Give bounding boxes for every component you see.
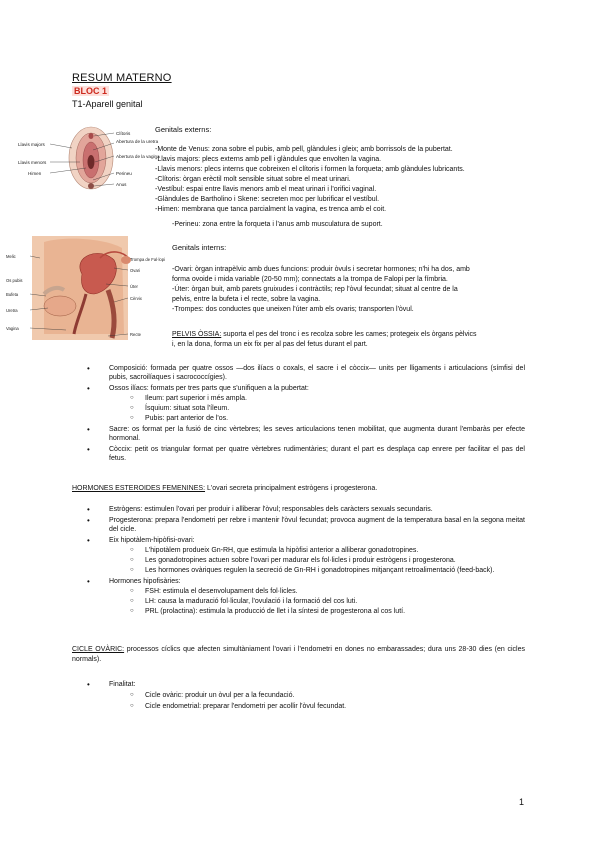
fig1-label: Himen [28,171,42,176]
fig2-label: Úter [130,284,138,289]
sub-bullet-item: ○ Ísquium: situat sota l'íleum. [145,404,525,413]
pelvis-line-2: i, en la dona, forma un eix fix per al pas del fetus durant el part. [172,341,368,348]
perineu-line: -Perineu: zona entre la forqueta i l'anus amb musculatura de suport. [172,221,383,228]
fig2-label: Vagina [6,326,19,331]
uter-line-2: pelvis, entre la bufeta i el recte, sobre la vagina. [172,296,321,303]
bullet-text: Eix hipotàlem-hipòfisi-ovari: [109,537,195,544]
ovari-line-1: -Ovari: òrgan intrapèlvic amb dues funcions: produir òvuls i secretar hormones; n'hi ha dos, amb [172,266,470,273]
bullet-item [109,516,525,534]
fig2-label: Os pubis [6,278,23,283]
fig2-label: Cèrvix [130,296,142,301]
sub-bullet-item: ○ FSH: estimula el desenvolupament dels fol·licles. [145,587,525,596]
external-genitals-heading: Genitals externs: [155,125,212,134]
uter-line-1: -Úter: òrgan buit, amb parets gruixudes i contràctils; rep l'òvul fecundat; situat al centre de la [172,286,458,293]
sub-bullet-item: ○ Cicle ovàric: produir un òvul per a la fecundació. [145,691,525,700]
sub-bullet-item: ○ Les hormones ovàriques regulen la secreció de Gn-RH i gonadotropines mitjançant retroalimentació (feed-back). [145,566,525,575]
bullet-item [109,536,525,545]
pelvis-paragraph [172,330,477,349]
bullet-text: Hormones hipofisàries: [109,578,181,585]
section-subtitle: T1-Aparell genital [72,99,143,109]
external-genitals-list [155,145,465,214]
sub-bullet-item: ○ LH: causa la maduració fol·licular, l'ovulació i la formació del cos luti. [145,597,525,606]
hormones-list [109,505,525,616]
bullet-item [109,364,525,382]
external-line: -Himen: membrana que tanca parcialment la vagina, es trenca amb el coit. [155,206,387,213]
hormones-intro: L'ovari secreta principalment estrògens i progesterona. [205,485,378,492]
fig2-label: Ovari [130,268,141,273]
internal-genitals-list [172,265,470,314]
bullet-text: Progesterona: prepara l'endometri per rebre i mantenir l'òvul fecundat; provoca augment de la temperatura basal en la segona meitat del cicle. [109,517,525,533]
external-line: -Clítoris: òrgan erèctil molt sensible situat sobre el meat urinari. [155,176,351,183]
external-line: -Glàndules de Bartholino i Skene: secreten moc per lubrificar el vestíbul. [155,196,380,203]
internal-organs-drawing [4,234,165,342]
page-number: 1 [518,797,524,807]
external-line: -Llavis menors: plecs interns que cobreixen el clítoris i formen la forqueta; amb glàndules lubricants. [155,166,465,173]
bullet-item [109,384,525,393]
internal-genitals-heading: Genitals interns: [172,243,227,252]
external-genitalia-drawing [16,122,160,194]
sub-bullet-item: ○ Ileum: part superior i més ampla. [145,394,525,403]
bullet-item [109,445,525,463]
trompes-line: -Trompes: dos conductes que uneixen l'úter amb els ovaris; transporten l'òvul. [172,306,414,313]
bullet-text: Estrògens: estimulen l'ovari per produir i alliberar l'òvul; responsables dels caràcters sexuals secundaris. [109,506,433,513]
pelvis-line-1: suporta el pes del tronc i es recolza sobre les cames; protegeix els òrgans pèlvics [221,331,477,338]
pelvis-term: PELVIS ÒSSIA: [172,331,222,338]
fig1-label: Llavis menors [18,160,47,165]
cicle-list [109,680,525,711]
sub-bullet-item: ○ Cicle endometrial: preparar l'endometri per acollir l'òvul fecundat. [145,702,525,711]
fig2-label: Uretra [6,308,18,313]
fig2-label: Melic [6,254,16,259]
cicle-term: CICLE OVÀRIC: [72,646,125,653]
hormones-term: HORMONES ESTEROIDES FEMENINES: [72,485,206,492]
sub-bullet-item: ○ L'hipotàlem produeix Gn-RH, que estimula la hipòfisi anterior a alliberar gonadotropines. [145,546,525,555]
external-line: -Vestíbul: espai entre llavis menors amb el meat urinari i l'orifici vaginal. [155,186,377,193]
bullet-item [109,577,525,586]
sub-bullet-item: ○ Les gonadotropines actuen sobre l'ovari per madurar els fol·licles i produir estrògens i progesterona. [145,556,525,565]
hormones-paragraph [72,484,525,493]
fig1-label: Clítoris [116,131,131,136]
external-genitalia-figure [16,122,160,194]
bullet-text: Finalitat: [109,681,136,688]
sub-bullet-item: ○ PRL (prolactina): estimula la producció de llet i la síntesi de progesterona al cos lutí. [145,607,525,616]
bullet-text: Còccix: petit os triangular format per quatre vèrtebres rudimentàries; durant el part es desplaça cap enrere per facilitar el pas del fetus. [109,446,525,462]
bloc-label: BLOC 1 [74,86,108,96]
fig1-label: Abertura de la vagina [116,154,160,159]
bullet-item [109,680,525,689]
cicle-paragraph [72,645,525,665]
fig2-label: Bufeta [6,292,19,297]
pelvis-bones-list [109,364,525,463]
sub-bullet-item: ○ Pubis: part anterior de l'os. [145,414,525,423]
document-title: RESUM MATERNO [72,72,172,84]
bullet-item [109,425,525,443]
cicle-intro: processos cíclics que afecten simultàniament l'ovari i l'endometri en dones no embarassades; dura uns 28-30 dies (en cicles normals). [72,646,525,663]
bullet-item [109,505,525,514]
internal-organs-figure [4,234,165,342]
external-line: -Llavis majors: plecs externs amb pell i glàndules que envolten la vagina. [155,156,382,163]
fig1-label: Perineu [116,171,132,176]
fig2-label: Trompa de Fal·lopi [130,257,165,262]
fig1-label: Llavis majors [18,142,45,147]
fig2-label: Recte [130,332,141,337]
external-line: -Monte de Venus: zona sobre el pubis, amb pell, glàndules i gleix; amb borrissols de la pubertat. [155,146,453,153]
ovari-line-2: forma ovoide i mida variable (20-50 mm); connectats a la trompa de Falopi per la fímbria. [172,276,448,283]
fig1-label: Anus [116,182,127,187]
bullet-text: Sacre: os format per la fusió de cinc vèrtebres; les seves articulacions tenen mobilitat, que augmenta durant l'embaràs per efecte hormonal. [109,426,525,442]
bullet-text: Ossos ilíacs: formats per tres parts que s'unifiquen a la pubertat: [109,385,309,392]
bullet-text: Composició: formada per quatre ossos —dos ilíacs o coxals, el sacre i el còccix— units per lligaments i articulacions (símfisi del pubis, sacroilíaques i sacrococcígies). [109,365,525,381]
fig1-label: Abertura de la uretra [116,139,159,144]
